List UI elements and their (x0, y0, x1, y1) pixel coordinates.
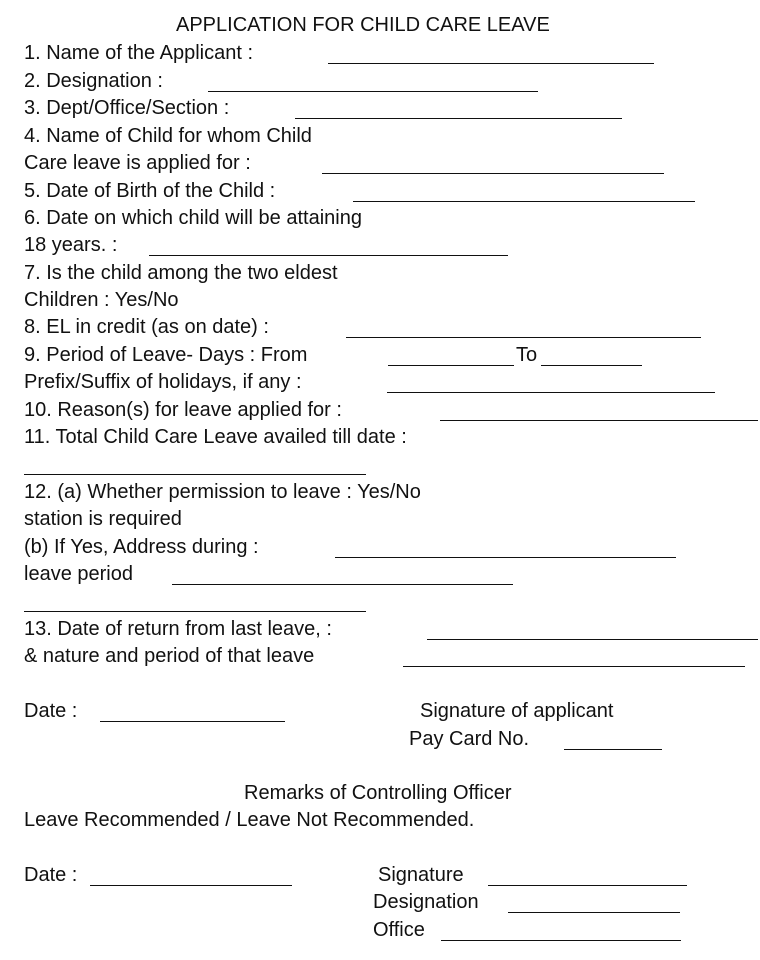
field-attaining-18-date[interactable] (149, 255, 508, 256)
label-prefix-suffix: Prefix/Suffix of holidays, if any : (24, 371, 302, 393)
field-date-applicant[interactable] (100, 721, 285, 722)
field-el-credit[interactable] (346, 337, 701, 338)
label-return-last-leave: 13. Date of return from last leave, : (24, 618, 332, 640)
label-child-name-line1: 4. Name of Child for whom Child (24, 125, 312, 147)
field-nature-last-leave[interactable] (403, 666, 745, 667)
label-officer-office: Office (373, 919, 425, 941)
remarks-title: Remarks of Controlling Officer (244, 782, 512, 804)
remarks-recommendation: Leave Recommended / Leave Not Recommended. (24, 809, 475, 831)
label-date-officer: Date : (24, 864, 78, 886)
field-date-officer[interactable] (90, 885, 292, 886)
field-leave-from[interactable] (388, 365, 514, 366)
form-title: APPLICATION FOR CHILD CARE LEAVE (176, 14, 550, 36)
field-return-last-leave[interactable] (427, 639, 758, 640)
label-reason: 10. Reason(s) for leave applied for : (24, 399, 342, 421)
field-dept-office[interactable] (295, 118, 622, 119)
label-address-during: (b) If Yes, Address during : (24, 536, 259, 558)
label-pay-card: Pay Card No. (409, 728, 530, 750)
field-leave-to[interactable] (541, 365, 642, 366)
field-applicant-name[interactable] (328, 63, 654, 64)
field-officer-signature[interactable] (488, 885, 687, 886)
label-el-credit: 8. EL in credit (as on date) : (24, 316, 269, 338)
label-leave-period-from: 9. Period of Leave- Days : From (24, 344, 308, 366)
label-officer-designation: Designation (373, 891, 479, 913)
field-officer-office[interactable] (441, 940, 681, 941)
label-date-applicant: Date : (24, 700, 78, 722)
label-signature-applicant: Signature of applicant (420, 700, 614, 722)
label-eldest-child-line2: Children : Yes/No (24, 289, 179, 311)
label-leave-period: leave period (24, 563, 133, 585)
field-address-line3[interactable] (24, 611, 366, 612)
label-attaining-18-line1: 6. Date on which child will be attaining (24, 207, 362, 229)
field-child-dob[interactable] (353, 201, 695, 202)
label-eldest-child-line1: 7. Is the child among the two eldest (24, 262, 338, 284)
field-designation[interactable] (208, 91, 538, 92)
label-nature-last-leave: & nature and period of that leave (24, 645, 315, 667)
label-officer-signature: Signature (378, 864, 464, 886)
label-leave-period-to: To (516, 344, 538, 366)
field-address-line1[interactable] (335, 557, 676, 558)
field-total-ccl-availed[interactable] (24, 474, 366, 475)
label-child-dob: 5. Date of Birth of the Child : (24, 180, 276, 202)
label-station-permission-line2: station is required (24, 508, 182, 530)
label-station-permission-line1: 12. (a) Whether permission to leave : Yes/No (24, 481, 421, 503)
field-officer-designation[interactable] (508, 912, 680, 913)
field-pay-card[interactable] (564, 749, 662, 750)
label-total-ccl-availed: 11. Total Child Care Leave availed till date : (24, 426, 407, 448)
label-designation: 2. Designation : (24, 70, 163, 92)
label-dept-office: 3. Dept/Office/Section : (24, 97, 230, 119)
label-attaining-18-line2: 18 years. : (24, 234, 118, 256)
label-child-name-line2: Care leave is applied for : (24, 152, 251, 174)
field-address-line2[interactable] (172, 584, 513, 585)
label-applicant-name: 1. Name of the Applicant : (24, 42, 254, 64)
field-reason[interactable] (440, 420, 758, 421)
field-child-name[interactable] (322, 173, 664, 174)
field-prefix-suffix[interactable] (387, 392, 715, 393)
